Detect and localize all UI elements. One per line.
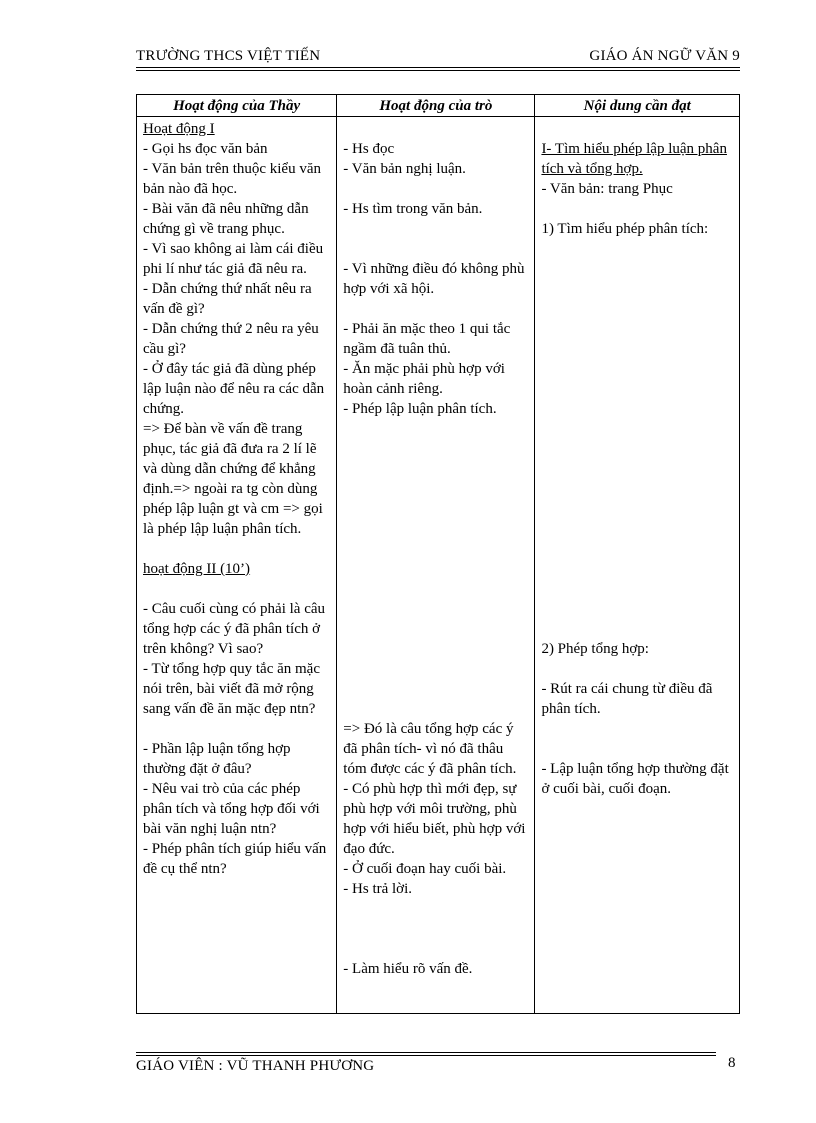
- spacer: [343, 179, 528, 199]
- student-line: - Vì những điều đó không phù hợp với xã hội.: [343, 261, 525, 297]
- student-line: - Ở cuối đoạn hay cuối bài.: [343, 861, 507, 877]
- teacher-name: GIÁO VIÊN : VŨ THANH PHƯƠNG: [136, 1058, 375, 1074]
- spacer: [343, 239, 528, 259]
- student-line: - Phép lập luận phân tích.: [343, 401, 497, 417]
- table-row: [137, 117, 740, 1014]
- spacer: [343, 619, 528, 639]
- section-title: I- Tìm hiểu phép lập luận phân tích và tổng hợp.: [541, 141, 727, 177]
- activity-2-title: hoạt động II (10’): [143, 561, 251, 577]
- spacer: [343, 539, 528, 559]
- teacher-column: [137, 117, 337, 1014]
- spacer: [343, 699, 528, 719]
- spacer: [343, 659, 528, 679]
- spacer: [541, 199, 733, 219]
- spacer: [343, 459, 528, 479]
- teacher-line: - Vì sao không ai làm cái điều phi lí như tác giả đã nêu ra.: [143, 241, 324, 277]
- teacher-line: - Phần lập luận tổng hợp thường đặt ở đâu?: [143, 741, 291, 777]
- spacer: [343, 639, 528, 659]
- teacher-line: - Ở đây tác giả đã dùng phép lập luận nào để nêu ra các dẫn chứng.: [143, 361, 325, 417]
- spacer: [143, 719, 330, 739]
- spacer: [541, 119, 733, 139]
- student-line: - Làm hiểu rõ vấn đề.: [343, 961, 473, 977]
- spacer: [343, 559, 528, 579]
- content-line: 1) Tìm hiểu phép phân tích:: [541, 221, 709, 237]
- spacer: [143, 539, 330, 559]
- student-line: - Phải ăn mặc theo 1 qui tắc ngầm đã tuân thủ.: [343, 321, 511, 357]
- spacer: [343, 299, 528, 319]
- spacer: [343, 219, 528, 239]
- subject-title: GIÁO ÁN NGỮ VĂN 9: [589, 48, 740, 64]
- spacer: [343, 599, 528, 619]
- header-rule: [136, 67, 740, 68]
- spacer: [343, 579, 528, 599]
- teacher-line: - Dẫn chứng thứ 2 nêu ra yêu cầu gì?: [143, 321, 319, 357]
- school-name: TRƯỜNG THCS VIỆT TIẾN: [136, 48, 321, 64]
- spacer: [541, 739, 733, 759]
- content-line: - Rút ra cái chung từ điều đã phân tích.: [541, 681, 713, 717]
- spacer: [343, 899, 528, 919]
- content-line: 2) Phép tổng hợp:: [541, 641, 649, 657]
- spacer: [343, 419, 528, 439]
- spacer: [343, 519, 528, 539]
- teacher-line: - Bài văn đã nêu những dẫn chứng gì về trang phục.: [143, 201, 309, 237]
- teacher-line: => Để bàn về vấn đề trang phục, tác giả đã đưa ra 2 lí lẽ và dùng dẫn chứng để khẳng định.=> ngoài ra tg còn dùng phép lập luận gt và cm => gọi là phép lập luận phân tích.: [143, 421, 323, 537]
- content-line: - Lập luận tổng hợp thường đặt ở cuối bài, cuối đoạn.: [541, 761, 729, 797]
- student-line: - Có phù hợp thì mới đẹp, sự phù hợp với môi trường, phù hợp với hiểu biết, phù hợp với đạo đức.: [343, 781, 526, 857]
- student-line: => Đó là câu tổng hợp các ý đã phân tích- vì nó đã thâu tóm được các ý đã phân tích.: [343, 721, 517, 777]
- header-student: Hoạt động của trò: [337, 95, 535, 117]
- spacer: [143, 579, 330, 599]
- table-header-row: [137, 95, 740, 117]
- content-column: [535, 117, 740, 1014]
- spacer: [343, 119, 528, 139]
- student-line: - Văn bản nghị luận.: [343, 161, 466, 177]
- spacer: [541, 239, 733, 639]
- teacher-line: - Từ tổng hợp quy tắc ăn mặc nói trên, bài viết đã mở rộng sang vấn đề ăn mặc đẹp ntn?: [143, 661, 320, 717]
- spacer: [343, 919, 528, 939]
- student-line: - Ăn mặc phải phù hợp với hoàn cảnh riêng.: [343, 361, 505, 397]
- teacher-line: - Văn bản trên thuộc kiểu văn bản nào đã học.: [143, 161, 322, 197]
- teacher-line: - Phép phân tích giúp hiểu vấn đề cụ thể ntn?: [143, 841, 327, 877]
- teacher-line: - Nêu vai trò của các phép phân tích và tổng hợp đối với bài văn nghị luận ntn?: [143, 781, 320, 837]
- footer-rule-double: [136, 1055, 716, 1056]
- header-rule-double: [136, 70, 740, 71]
- page-number: 8: [728, 1055, 736, 1071]
- student-column: [337, 117, 535, 1014]
- spacer: [343, 439, 528, 459]
- spacer: [343, 679, 528, 699]
- footer-rule: [136, 1052, 716, 1053]
- spacer: [343, 939, 528, 959]
- student-line: - Hs đọc: [343, 141, 395, 157]
- student-line: - Hs trả lời.: [343, 881, 413, 897]
- activity-1-title: Hoạt động I: [143, 121, 215, 137]
- teacher-line: - Dẫn chứng thứ nhất nêu ra vấn đề gì?: [143, 281, 312, 317]
- student-line: - Hs tìm trong văn bản.: [343, 201, 483, 217]
- spacer: [541, 719, 733, 739]
- lesson-table: [136, 94, 740, 1014]
- header-teacher: Hoạt động của Thầy: [137, 95, 337, 117]
- spacer: [343, 499, 528, 519]
- spacer: [343, 479, 528, 499]
- teacher-line: - Gọi hs đọc văn bản: [143, 141, 268, 157]
- header-content: Nội dung cần đạt: [535, 95, 740, 117]
- content-line: - Văn bản: trang Phục: [541, 181, 673, 197]
- teacher-line: - Câu cuối cùng có phải là câu tổng hợp các ý đã phân tích ở trên không? Vì sao?: [143, 601, 326, 657]
- spacer: [541, 659, 733, 679]
